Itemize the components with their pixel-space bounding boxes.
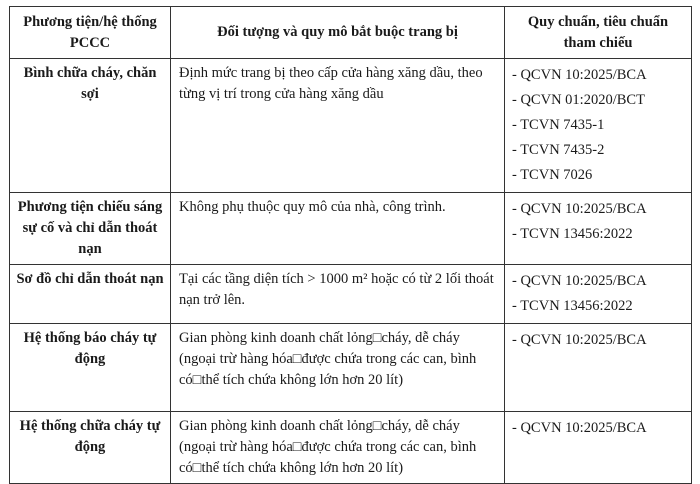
standard-ref: - QCVN 10:2025/BCA bbox=[512, 420, 647, 436]
scope-description: Gian phòng kinh doanh chất lỏng□cháy, dễ cháy (ngoại trừ hàng hóa□được chứa trong các can, bình có□thể tích chứa không lớn hơn 20 lít) bbox=[171, 412, 505, 484]
standards-list bbox=[505, 324, 692, 412]
standards-list bbox=[505, 412, 692, 484]
standards-list bbox=[505, 265, 692, 324]
standard-ref: - TCVN 13456:2022 bbox=[512, 298, 633, 314]
table-header-row bbox=[10, 7, 692, 59]
standard-ref: - QCVN 01:2020/BCT bbox=[512, 92, 645, 108]
header-equipment: Phương tiện/hệ thống PCCC bbox=[10, 7, 171, 59]
equipment-name: Bình chữa cháy, chăn sợi bbox=[10, 59, 171, 193]
scope-description: Không phụ thuộc quy mô của nhà, công trình. bbox=[171, 193, 505, 265]
header-scope: Đối tượng và quy mô bắt buộc trang bị bbox=[171, 7, 505, 59]
standard-ref: - QCVN 10:2025/BCA bbox=[512, 273, 647, 289]
scope-description: Gian phòng kinh doanh chất lỏng□cháy, dễ cháy (ngoại trừ hàng hóa□được chứa trong các can, bình có□thể tích chứa không lớn hơn 20 lít) bbox=[171, 324, 505, 412]
table-row bbox=[10, 324, 692, 412]
standards-list bbox=[505, 193, 692, 265]
table-row bbox=[10, 412, 692, 484]
table-row bbox=[10, 193, 692, 265]
header-standards: Quy chuẩn, tiêu chuẩn tham chiếu bbox=[505, 7, 692, 59]
pccc-equipment-table bbox=[9, 6, 692, 484]
standards-list bbox=[505, 59, 692, 193]
scope-description: Tại các tầng diện tích > 1000 m² hoặc có từ 2 lối thoát nạn trở lên. bbox=[171, 265, 505, 324]
standard-ref: - TCVN 7026 bbox=[512, 167, 593, 183]
standard-ref: - TCVN 7435-1 bbox=[512, 117, 605, 133]
standard-ref: - QCVN 10:2025/BCA bbox=[512, 67, 647, 83]
equipment-name: Hệ thống chữa cháy tự động bbox=[10, 412, 171, 484]
equipment-name: Sơ đồ chỉ dẫn thoát nạn bbox=[10, 265, 171, 324]
table-row bbox=[10, 265, 692, 324]
standard-ref: - TCVN 13456:2022 bbox=[512, 226, 633, 242]
equipment-name: Hệ thống báo cháy tự động bbox=[10, 324, 171, 412]
scope-description: Định mức trang bị theo cấp cửa hàng xăng dầu, theo từng vị trí trong cửa hàng xăng dầu bbox=[171, 59, 505, 193]
equipment-name: Phương tiện chiếu sáng sự cố và chỉ dẫn thoát nạn bbox=[10, 193, 171, 265]
standard-ref: - QCVN 10:2025/BCA bbox=[512, 201, 647, 217]
standard-ref: - TCVN 7435-2 bbox=[512, 142, 605, 158]
standard-ref: - QCVN 10:2025/BCA bbox=[512, 332, 647, 348]
table-row bbox=[10, 59, 692, 193]
